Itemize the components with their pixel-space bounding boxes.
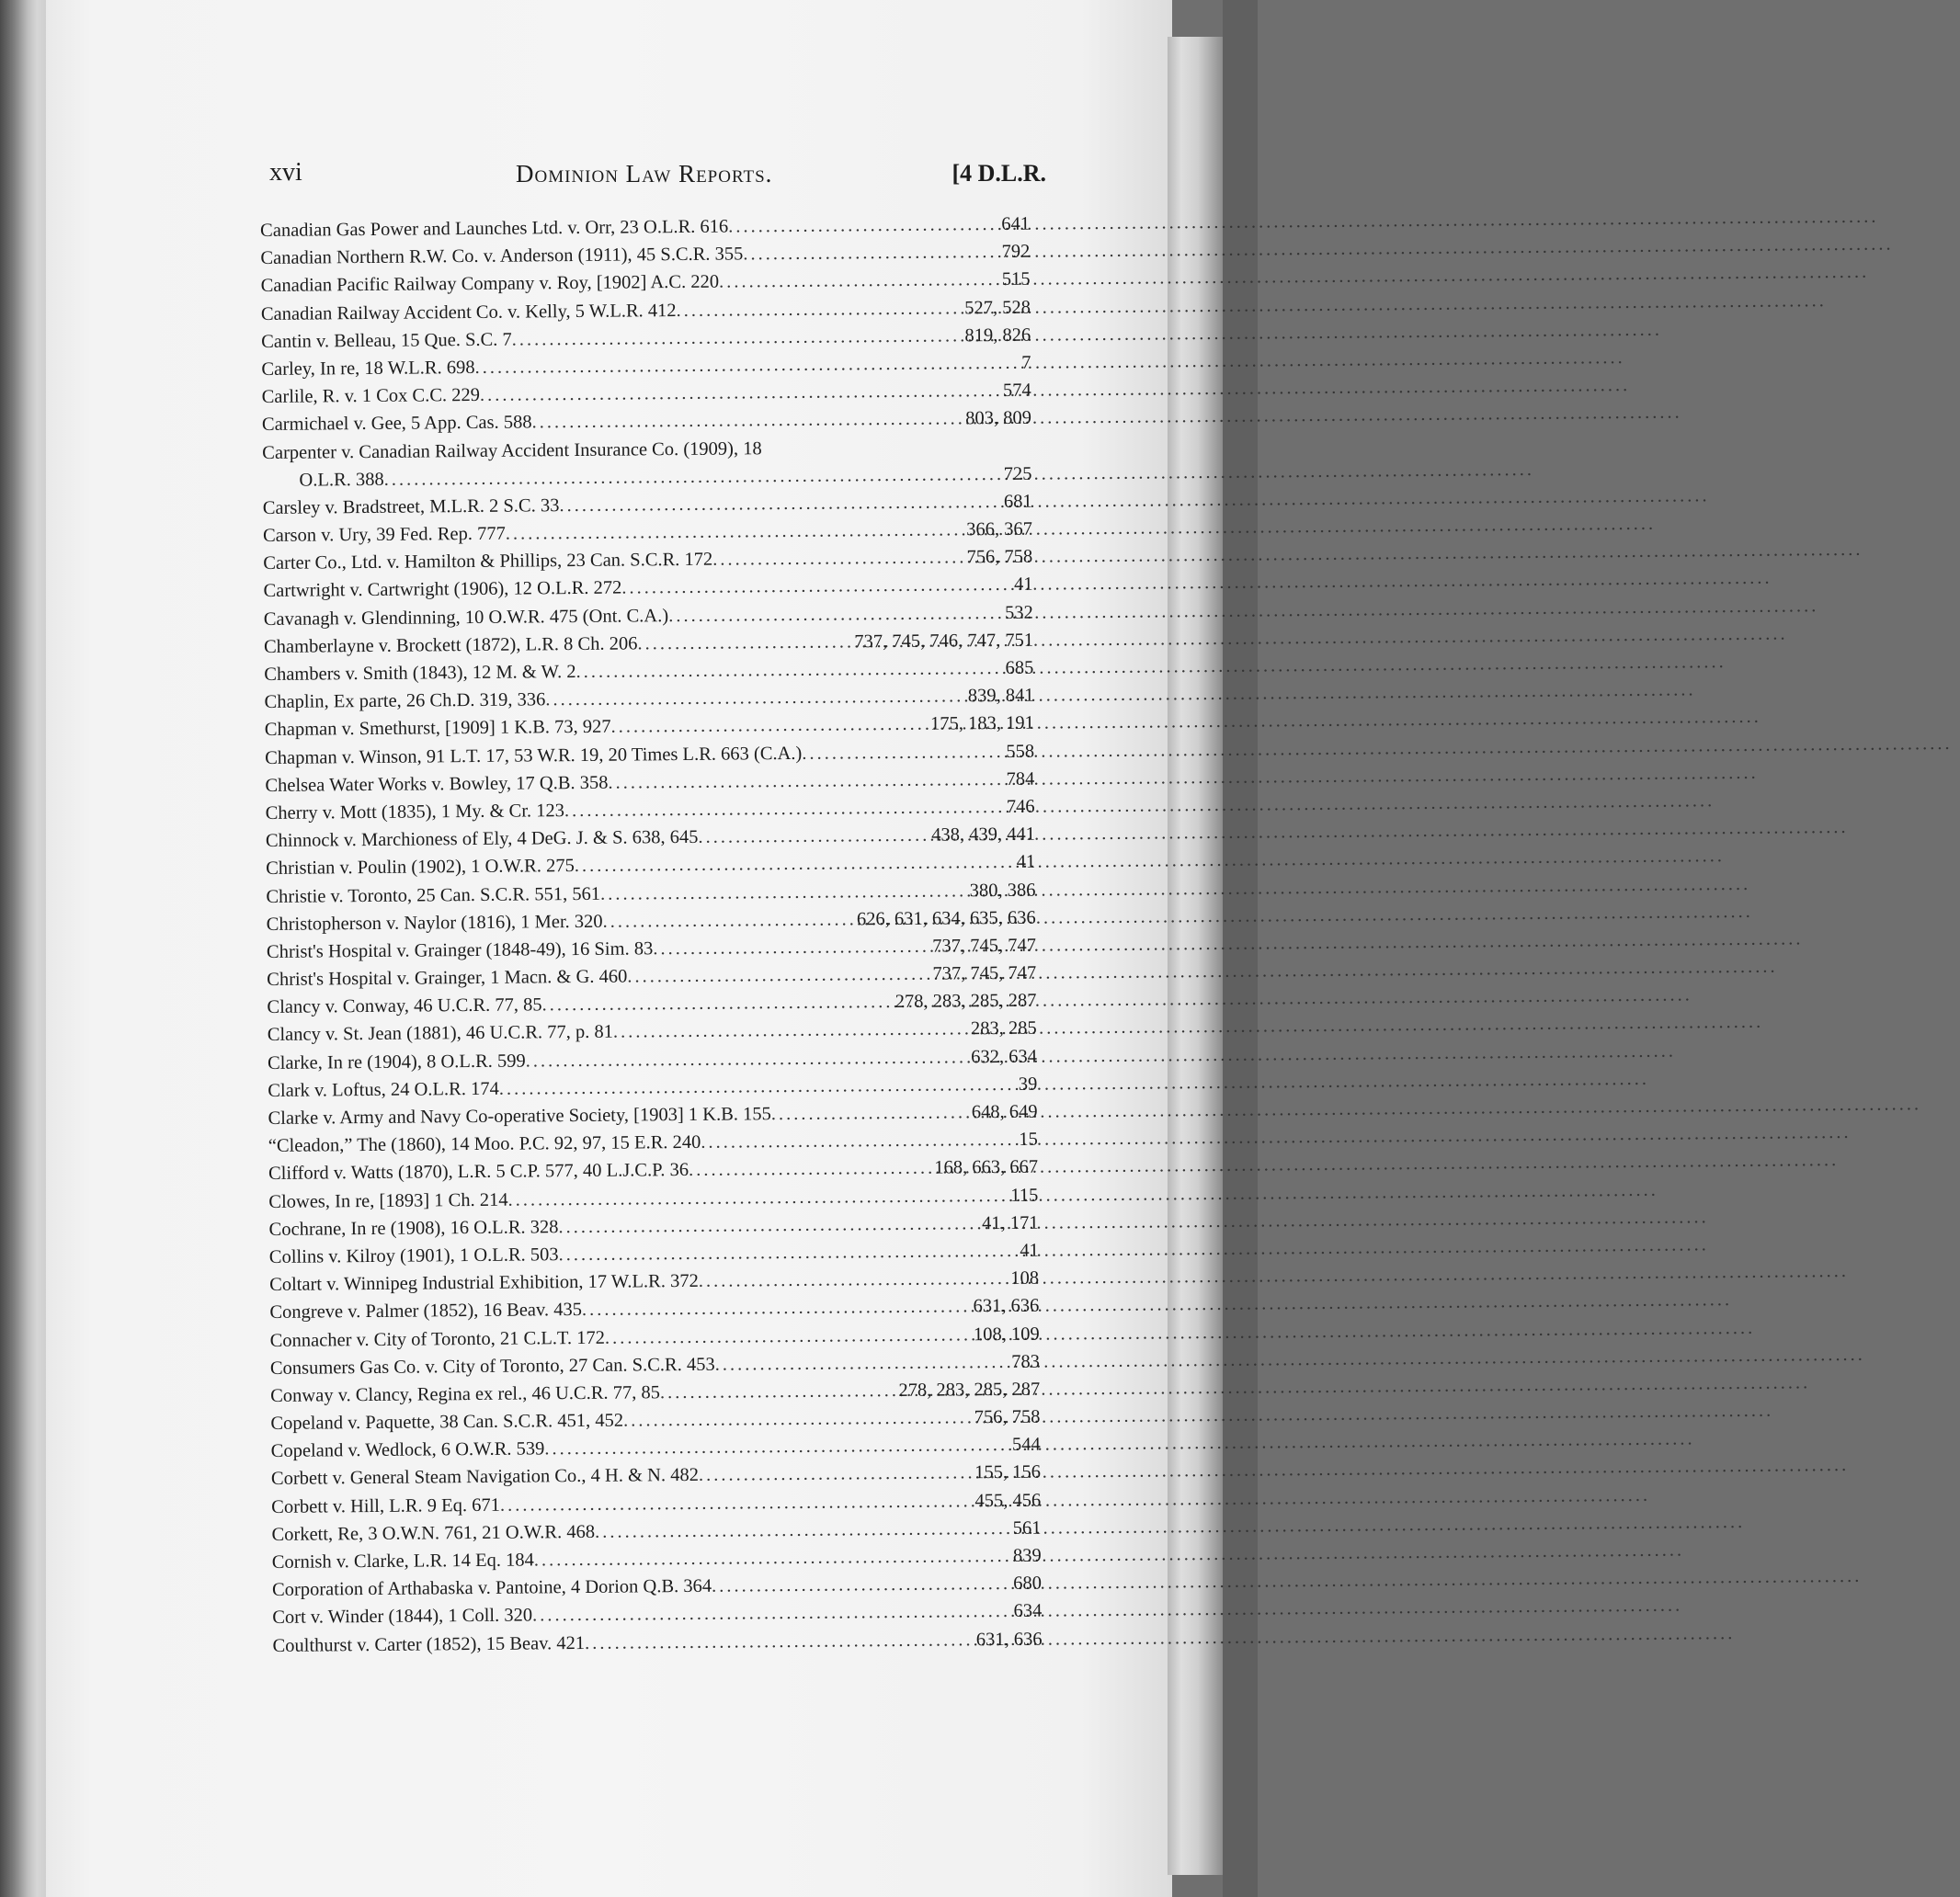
page-references: 839	[1012, 1545, 1042, 1566]
page-references: 626, 631, 634, 635, 636	[856, 907, 1036, 930]
dot-leader	[719, 266, 999, 296]
dot-leader	[512, 322, 963, 353]
case-citation: Carmichael v. Gee, 5 App. Cas. 588	[261, 412, 532, 436]
dot-leader	[531, 405, 963, 437]
dot-leader	[637, 628, 851, 657]
case-citation: Clancy v. St. Jean (1881), 46 U.C.R. 77, p. 81	[267, 1022, 614, 1046]
case-citation: Christ's Hospital v. Grainger, 1 Macn. & G. 460	[267, 966, 628, 991]
case-citation: Chinnock v. Marchioness of Ely, 4 DeG. J. & S. 638, 645	[265, 827, 699, 852]
volume-label: [4 D.L.R.	[952, 160, 1046, 187]
page-references: 681	[1003, 491, 1032, 512]
page-references: 574	[1002, 380, 1031, 402]
case-citation: Chambers v. Smith (1843), 12 M. & W. 2	[264, 662, 576, 686]
page-references: 15	[1019, 1129, 1038, 1151]
case-citation: Chapman v. Smethurst, [1909] 1 K.B. 73, 927	[264, 717, 611, 741]
page-references: 756, 758	[974, 1406, 1041, 1428]
case-citation: Carter Co., Ltd. v. Hamilton & Phillips, 23 Can. S.C.R. 172	[263, 550, 713, 574]
case-citation: Canadian Pacific Railway Company v. Roy, [1902] A.C. 220	[260, 272, 720, 297]
dot-leader	[499, 1071, 1016, 1103]
dot-leader	[660, 1377, 896, 1406]
page-references: 725	[1003, 463, 1032, 484]
case-citation: Cantin v. Belleau, 15 Que. S.C. 7	[261, 329, 512, 352]
case-citation-continued-text: O.L.R. 388	[299, 469, 384, 491]
case-citation: Christian v. Poulin (1902), 1 O.W.R. 275	[266, 856, 575, 880]
case-citation: Copeland v. Paquette, 38 Can. S.C.R. 451, 452	[270, 1410, 624, 1435]
page-references: 380, 386	[969, 880, 1036, 901]
page-references: 819, 826	[964, 324, 1031, 346]
page-references: 792	[1001, 241, 1031, 263]
dot-leader	[712, 544, 964, 574]
page-references: 631, 636	[975, 1629, 1043, 1650]
case-citation: Conway v. Clancy, Regina ex rel., 46 U.C.R. 77, 85	[270, 1382, 661, 1406]
case-citation: Cornish v. Clarke, L.R. 14 Eq. 184	[271, 1550, 534, 1573]
case-citation: Cort v. Winder (1844), 1 Coll. 320	[272, 1605, 533, 1629]
dot-leader	[595, 1515, 1010, 1546]
case-citation: Chaplin, Ex parte, 26 Ch.D. 319, 336	[264, 689, 546, 713]
page-references: 175, 183, 191	[929, 713, 1034, 735]
case-citation: Congreve v. Palmer (1852), 16 Beav. 435	[269, 1300, 583, 1323]
page-references: 41, 171	[981, 1212, 1039, 1233]
page-references: 283, 285	[970, 1018, 1037, 1039]
page-references: 115	[1010, 1185, 1039, 1206]
page-references: 631, 636	[973, 1295, 1040, 1317]
case-citation: Carson v. Ury, 39 Fed. Rep. 777	[262, 523, 506, 547]
page-references: 155, 156	[974, 1462, 1042, 1483]
case-citation: “Cleadon,” The (1860), 14 Moo. P.C. 92, 97, 15 E.R. 240	[268, 1132, 701, 1157]
page-references: 278, 283, 285, 287	[898, 1379, 1041, 1401]
case-citation: Chapman v. Winson, 91 L.T. 17, 53 W.R. 19, 20 Times L.R. 663 (C.A.)	[265, 743, 803, 768]
dot-leader	[507, 1182, 1008, 1214]
page-references: 278, 283, 285, 287	[895, 990, 1037, 1013]
dot-leader	[699, 1265, 1008, 1295]
page-references: 41	[1016, 852, 1036, 873]
page-references: 756, 758	[966, 546, 1033, 568]
page-references: 641	[1001, 213, 1031, 234]
case-citation: Clarke, In re (1904), 8 O.L.R. 599	[267, 1051, 526, 1073]
dot-leader	[621, 571, 1011, 602]
page-references: 41	[1020, 1240, 1039, 1261]
dot-leader	[526, 1043, 969, 1074]
dot-leader	[728, 210, 998, 241]
dot-leader	[564, 793, 1004, 824]
case-citation: Consumers Gas Co. v. City of Toronto, 27 Can. S.C.R. 453	[269, 1354, 715, 1379]
dot-leader	[627, 960, 929, 991]
dot-leader	[532, 1597, 1011, 1630]
case-citation: Cochrane, In re (1908), 16 O.L.R. 328	[268, 1216, 559, 1240]
page-references: 7	[1021, 352, 1031, 373]
page-references: 108, 109	[973, 1323, 1040, 1345]
dot-leader	[500, 1487, 973, 1519]
dot-leader	[613, 1016, 968, 1047]
case-citation: Carsley v. Bradstreet, M.L.R. 2 S.C. 33	[262, 495, 560, 518]
dot-leader	[743, 238, 999, 268]
case-citation: Carley, In re, 18 W.L.R. 698	[261, 357, 475, 380]
page-references: 39	[1018, 1073, 1038, 1095]
dot-leader	[668, 599, 1002, 630]
case-citation: Christopherson v. Naylor (1816), 1 Mer. 320	[266, 911, 603, 935]
page-references: 41	[1013, 574, 1033, 596]
dot-leader	[585, 1626, 974, 1657]
dot-leader	[534, 1542, 1010, 1574]
dot-leader	[575, 848, 1014, 880]
page-references: 648, 649	[971, 1101, 1038, 1123]
page-references: 515	[1001, 269, 1031, 290]
case-citation: Canadian Northern R.W. Co. v. Anderson (1911), 45 S.C.R. 355	[260, 244, 744, 269]
page-references: 168, 663, 667	[934, 1157, 1039, 1179]
dot-leader	[506, 516, 964, 548]
page-references: 455, 456	[974, 1490, 1042, 1511]
case-citation: Christie v. Toronto, 25 Can. S.C.R. 551, 561	[266, 883, 601, 907]
dot-leader	[480, 377, 1000, 409]
dot-leader	[623, 1403, 972, 1435]
dot-leader	[676, 294, 962, 324]
case-citation: Connacher v. City of Toronto, 21 C.L.T. 172	[269, 1327, 606, 1351]
case-citation: Cavanagh v. Glendinning, 10 O.W.R. 475 (Ont. C.A.)	[263, 605, 669, 630]
dot-leader	[542, 988, 893, 1019]
running-header	[269, 158, 1046, 189]
dot-leader	[558, 1237, 1017, 1269]
book-binding-edge	[0, 0, 46, 1897]
case-citation: Coltart v. Winnipeg Industrial Exhibition, 17 W.L.R. 372	[269, 1271, 699, 1296]
dot-leader	[558, 1210, 979, 1241]
page-references: 746	[1006, 796, 1035, 817]
dot-leader	[544, 1431, 1009, 1463]
case-citation: Canadian Gas Power and Launches Ltd. v. Orr, 23 O.L.R. 616	[260, 216, 729, 241]
case-citation: Clifford v. Watts (1870), L.R. 5 C.P. 577, 40 L.J.C.P. 36	[268, 1160, 689, 1185]
dot-leader	[582, 1293, 971, 1324]
dot-leader	[715, 1348, 1009, 1379]
page-references: 558	[1006, 741, 1035, 762]
page-references: 803, 809	[965, 408, 1032, 429]
page-numeral: xvi	[269, 158, 302, 187]
dot-leader	[698, 822, 929, 851]
case-citation: Cartwright v. Cartwright (1906), 12 O.L.R. 272	[263, 578, 622, 602]
dot-leader	[701, 1126, 1016, 1156]
page-references: 685	[1005, 657, 1034, 678]
case-citation: Coulthurst v. Carter (1852), 15 Beav. 421	[272, 1632, 586, 1656]
case-citation: Carlile, R. v. 1 Cox C.C. 229	[261, 385, 481, 408]
page-references: 634	[1013, 1601, 1043, 1622]
dot-leader	[771, 1098, 969, 1128]
dot-leader	[602, 905, 854, 936]
dot-leader	[605, 1321, 971, 1352]
page-references: 532	[1004, 602, 1033, 623]
case-citation: Clowes, In re, [1893] 1 Ch. 214	[268, 1189, 508, 1212]
case-citation: Clark v. Loftus, 24 O.L.R. 174	[268, 1078, 499, 1101]
page-references: 632, 634	[971, 1046, 1038, 1067]
case-citation: Clancy v. Conway, 46 U.C.R. 77, 85	[267, 994, 542, 1018]
case-citation: Copeland v. Wedlock, 6 O.W.R. 539	[270, 1438, 545, 1462]
case-citation: Carpenter v. Canadian Railway Accident Insurance Co. (1909), 18	[262, 437, 762, 463]
case-citation: Chelsea Water Works v. Bowley, 17 Q.B. 358	[265, 772, 609, 796]
case-citation: Corbett v. Hill, L.R. 9 Eq. 671	[271, 1494, 500, 1517]
page-references: 544	[1011, 1434, 1041, 1456]
dot-leader	[653, 933, 929, 963]
dot-leader	[802, 738, 1003, 767]
table-of-cases	[260, 210, 1043, 1660]
page-references: 561	[1012, 1517, 1042, 1539]
case-citation: Collins v. Kilroy (1901), 1 O.L.R. 503	[268, 1244, 559, 1267]
dot-leader	[610, 710, 928, 741]
dot-leader	[559, 488, 1001, 519]
page-references: 783	[1011, 1351, 1040, 1372]
dot-leader	[575, 654, 1002, 686]
page-references: 527, 528	[964, 297, 1031, 318]
dot-leader	[699, 1460, 973, 1490]
page-references: 737, 745, 747	[932, 962, 1037, 984]
case-citation: Christ's Hospital v. Grainger (1848-49), 16 Sim. 83	[266, 938, 654, 962]
dot-leader	[712, 1570, 1010, 1600]
dot-leader	[689, 1154, 932, 1185]
case-citation: Corporation of Arthabaska v. Pantoine, 4 Dorion Q.B. 364	[271, 1575, 712, 1601]
page-references: 680	[1013, 1573, 1043, 1595]
page-references: 737, 745, 747	[932, 935, 1037, 957]
dot-leader	[600, 877, 967, 908]
dot-leader	[608, 766, 1003, 797]
case-citation: Corkett, Re, 3 O.W.N. 761, 21 O.W.R. 468	[271, 1521, 596, 1545]
dot-leader	[545, 683, 965, 714]
case-citation: Canadian Railway Accident Co. v. Kelly, 5 W.L.R. 412	[260, 300, 677, 324]
page-references: 366, 367	[966, 518, 1033, 540]
publication-title: Dominion Law Reports.	[516, 160, 773, 187]
case-citation: Chamberlayne v. Brockett (1872), L.R. 8 Ch. 206	[263, 633, 638, 657]
page-references: 784	[1006, 768, 1035, 789]
page-references: 108	[1010, 1267, 1040, 1289]
case-citation: Corbett v. General Steam Navigation Co., 4 H. & N. 482	[270, 1465, 700, 1490]
list-item	[262, 432, 1031, 494]
case-citation: Cherry v. Mott (1835), 1 My. & Cr. 123	[265, 801, 565, 824]
page-references: 839, 841	[967, 685, 1034, 707]
page-references: 737, 745, 746, 747, 751	[854, 630, 1034, 653]
page-references: 438, 439, 441	[931, 824, 1035, 846]
case-citation: Clarke v. Army and Navy Co-operative Society, [1903] 1 K.B. 155	[268, 1104, 771, 1129]
